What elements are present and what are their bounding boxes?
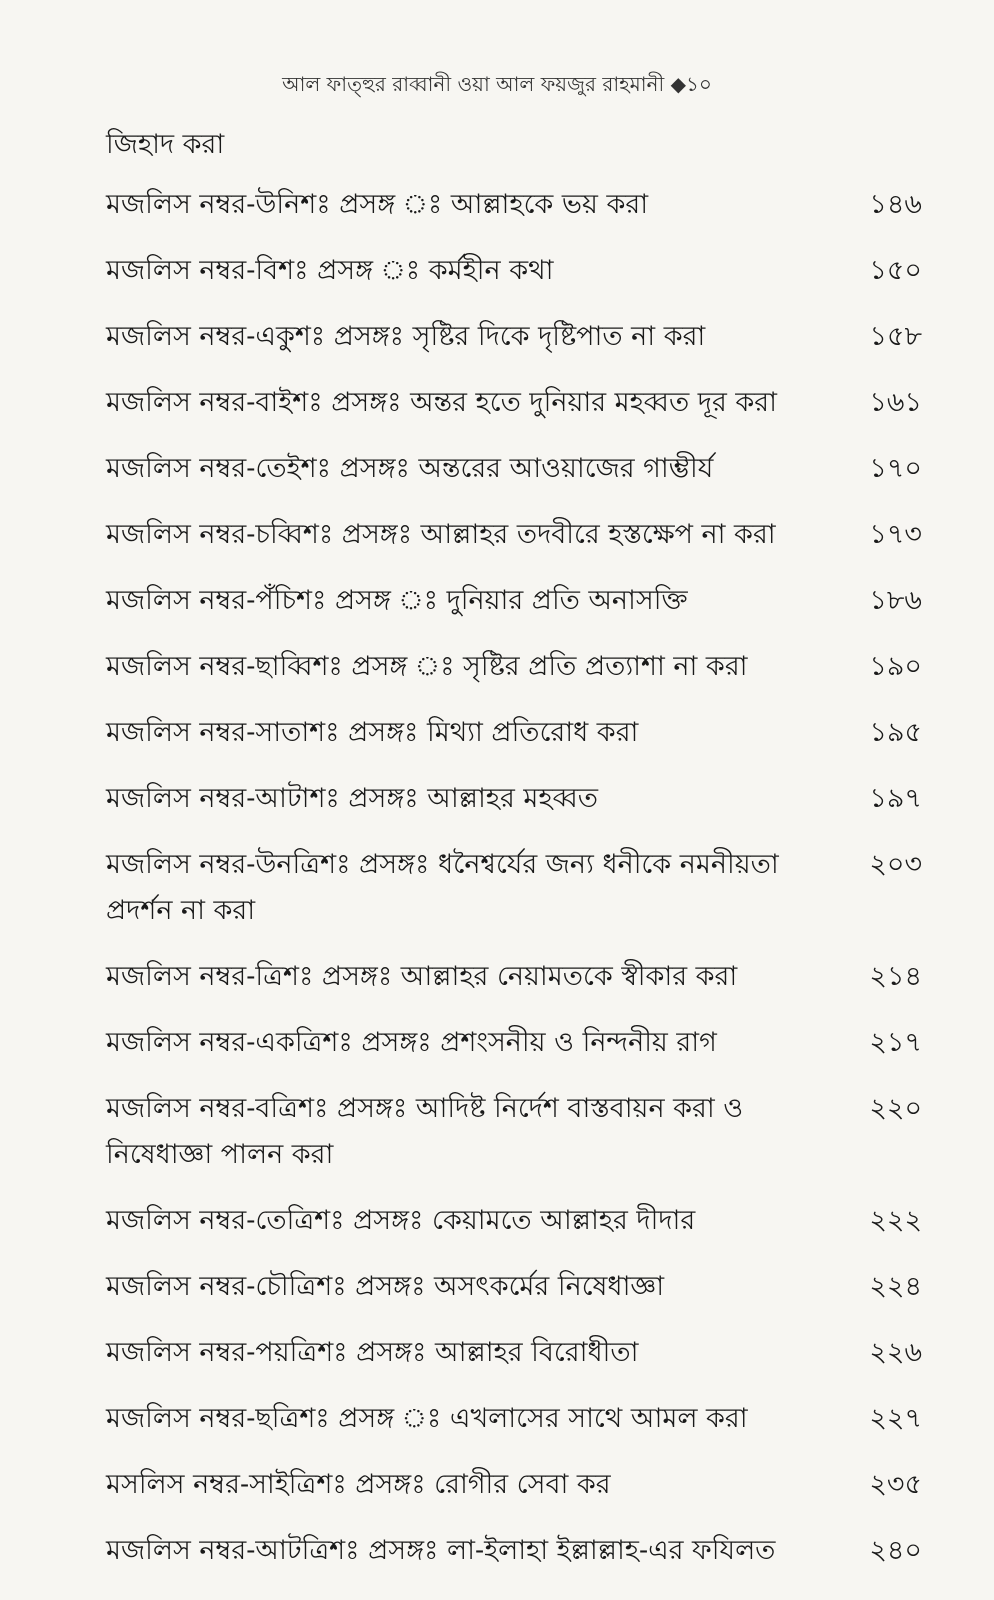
toc-entry-title: মজলিস নম্বর-পয়ত্রিশঃ প্রসঙ্গঃ আল্লাহর বিরোধীতা bbox=[106, 1337, 639, 1368]
toc-entry-page: ২২৭ bbox=[869, 1403, 922, 1434]
toc-entry-title: মজলিস নম্বর-বিশঃ প্রসঙ্গ ঃ কর্মহীন কথা bbox=[106, 255, 554, 286]
toc-entry-title: মজলিস নম্বর-একুশঃ প্রসঙ্গঃ সৃষ্টির দিকে দৃষ্টিপাত না করা bbox=[106, 321, 706, 352]
toc-entry-page: ১৪৬ bbox=[869, 189, 922, 220]
toc-entry-title: মজলিস নম্বর-আটত্রিশঃ প্রসঙ্গঃ লা-ইলাহা ইল্লাল্লাহ-এর ফযিলত bbox=[106, 1535, 776, 1566]
toc-entry-title: মজলিস নম্বর-একত্রিশঃ প্রসঙ্গঃ প্রশংসনীয় ও নিন্দনীয় রাগ bbox=[106, 1027, 717, 1058]
toc-entry-page: ২২৬ bbox=[869, 1337, 922, 1368]
toc-entry bbox=[106, 578, 926, 624]
toc-entry bbox=[106, 1264, 926, 1310]
toc-entry-title: মজলিস নম্বর-তেত্রিশঃ প্রসঙ্গঃ কেয়ামতে আল্লাহর দীদার bbox=[106, 1205, 696, 1236]
running-head: আল ফাত্‌হুর রাব্বানী ওয়া আল ফয়জুর রাহমানী ◆১০ bbox=[282, 72, 712, 96]
toc-entry bbox=[106, 1330, 926, 1376]
toc-entry-page: ২৪০ bbox=[869, 1535, 922, 1566]
toc-entry-page: ১৭০ bbox=[869, 453, 922, 484]
toc-entry bbox=[106, 248, 926, 294]
toc-entry-title: মজলিস নম্বর-আটাশঃ প্রসঙ্গঃ আল্লাহর মহব্বত bbox=[106, 783, 598, 814]
toc-entry bbox=[106, 710, 926, 756]
toc-entry-title: মজলিস নম্বর-তেইশঃ প্রসঙ্গঃ অন্তরের আওয়াজের গাম্ভীর্য bbox=[106, 453, 714, 484]
toc-entry-page: ২১৭ bbox=[869, 1027, 922, 1058]
toc-entry bbox=[106, 512, 926, 558]
toc-entry-title: মজলিস নম্বর-চব্বিশঃ প্রসঙ্গঃ আল্লাহর তদবীরে হস্তক্ষেপ না করা bbox=[106, 519, 776, 550]
toc-entry-title: মজলিস নম্বর-ত্রিশঃ প্রসঙ্গঃ আল্লাহর নেয়ামতকে স্বীকার করা bbox=[106, 961, 738, 992]
toc-entry-title: মজলিস নম্বর-ছাব্বিশঃ প্রসঙ্গ ঃ সৃষ্টির প্রতি প্রত্যাশা না করা bbox=[106, 651, 748, 682]
toc-entry-title: মজলিস নম্বর-উনত্রিশঃ প্রসঙ্গঃ ধনৈশ্বর্যের জন্য ধনীকে নমনীয়তা প্রদর্শন না করা bbox=[106, 849, 779, 926]
toc-entry-page: ২১৪ bbox=[869, 961, 922, 992]
toc-entry-page: ১৭৩ bbox=[869, 519, 922, 550]
toc-entry-page: ১৯৭ bbox=[869, 783, 922, 814]
toc-entry-title: মজলিস নম্বর-পঁচিশঃ প্রসঙ্গ ঃ দুনিয়ার প্রতি অনাসক্তি bbox=[106, 585, 688, 616]
toc-entry-title: মজলিস নম্বর-বত্রিশঃ প্রসঙ্গঃ আদিষ্ট নির্দেশ বাস্তবায়ন করা ও নিষেধাজ্ঞা পালন করা bbox=[106, 1093, 744, 1170]
toc-entry-title: মসলিস নম্বর-সাইত্রিশঃ প্রসঙ্গঃ রোগীর সেবা কর bbox=[106, 1469, 611, 1500]
toc-entry bbox=[106, 314, 926, 360]
toc-entry bbox=[106, 644, 926, 690]
toc-entry-title: মজলিস নম্বর-ছত্রিশঃ প্রসঙ্গ ঃ এখলাসের সাথে আমল করা bbox=[106, 1403, 748, 1434]
toc-entry bbox=[106, 954, 926, 1000]
toc-entry-title: মজলিস নম্বর-সাতাশঃ প্রসঙ্গঃ মিথ্যা প্রতিরোধ করা bbox=[106, 717, 639, 748]
table-of-contents bbox=[106, 122, 926, 1594]
toc-entry-page: ১৫০ bbox=[869, 255, 922, 286]
toc-entry bbox=[106, 1396, 926, 1442]
toc-entry bbox=[106, 1528, 926, 1574]
toc-entry bbox=[106, 380, 926, 426]
toc-entry bbox=[106, 182, 926, 228]
toc-entry-page: ১৯০ bbox=[869, 651, 922, 682]
toc-entry-page: ১৬১ bbox=[869, 387, 922, 418]
toc-entry bbox=[106, 1086, 926, 1178]
toc-entry-title: মজলিস নম্বর-উনিশঃ প্রসঙ্গ ঃ আল্লাহকে ভয় করা bbox=[106, 189, 649, 220]
toc-entry-title: জিহাদ করা bbox=[106, 129, 225, 160]
toc-entry bbox=[106, 776, 926, 822]
toc-entry-page: ২৩৫ bbox=[869, 1469, 922, 1500]
toc-entry-page: ২২০ bbox=[869, 1093, 922, 1124]
toc-entry bbox=[106, 446, 926, 492]
toc-entry-page: ২২২ bbox=[869, 1205, 922, 1236]
toc-entry bbox=[106, 842, 926, 934]
toc-entry-title: মজলিস নম্বর-বাইশঃ প্রসঙ্গঃ অন্তর হতে দুনিয়ার মহব্বত দূর করা bbox=[106, 387, 777, 418]
toc-entry bbox=[106, 122, 926, 168]
toc-entry bbox=[106, 1462, 926, 1508]
toc-entry bbox=[106, 1198, 926, 1244]
toc-entry-page: ১৫৮ bbox=[869, 321, 922, 352]
toc-entry-title: মজলিস নম্বর-চৌত্রিশঃ প্রসঙ্গঃ অসৎকর্মের নিষেধাজ্ঞা bbox=[106, 1271, 665, 1302]
toc-entry-page: ১৮৬ bbox=[869, 585, 922, 616]
toc-entry-page: ২২৪ bbox=[869, 1271, 922, 1302]
toc-entry bbox=[106, 1020, 926, 1066]
toc-entry-page: ২০৩ bbox=[869, 849, 922, 880]
toc-entry-page: ১৯৫ bbox=[869, 717, 922, 748]
